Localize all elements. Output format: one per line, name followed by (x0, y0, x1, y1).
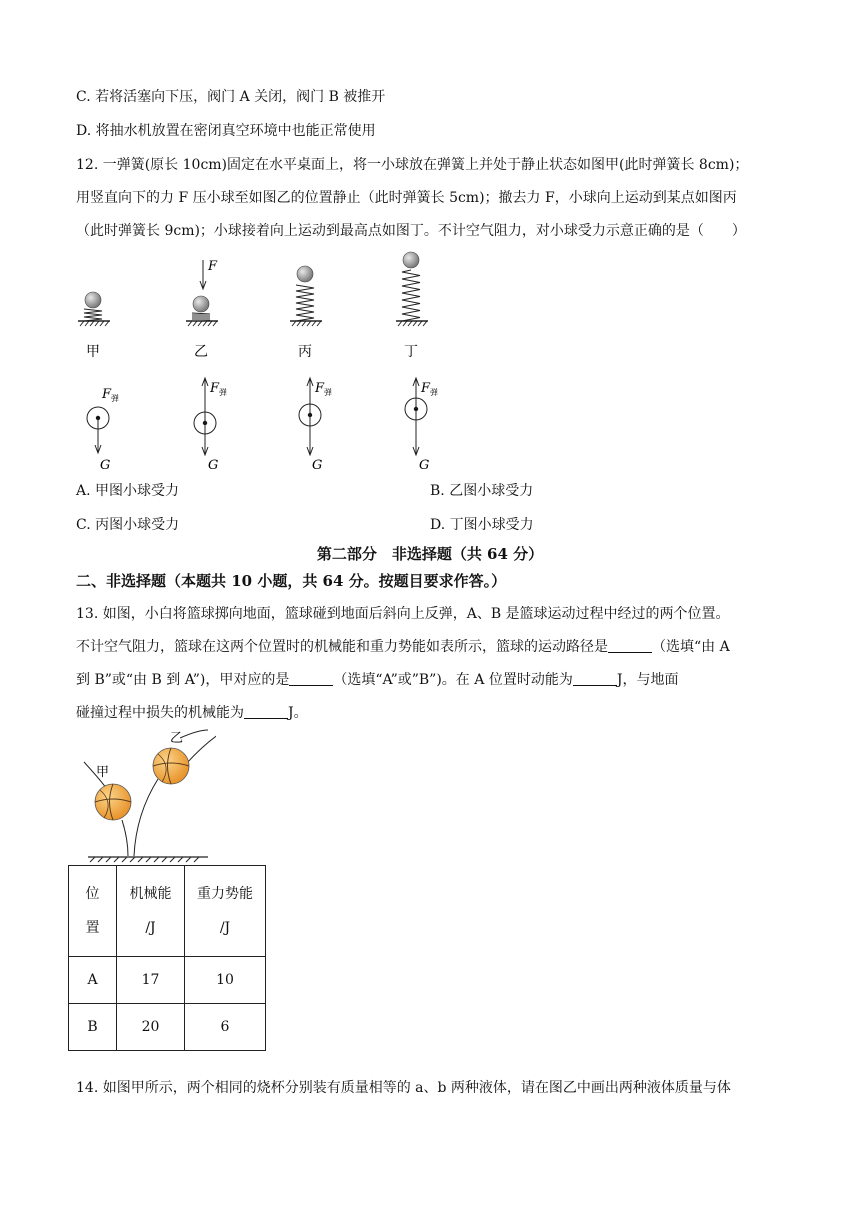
table-header-row (69, 866, 266, 957)
spring-figure-ding (396, 252, 428, 326)
q13-line4: 碰撞过程中损失的机械能为 J。 (76, 705, 308, 721)
q12-option-b: B. 乙图小球受力 (430, 483, 534, 499)
header-mechanical: 机械能 /J (117, 866, 185, 957)
q12-line3: （此时弹簧长 9cm)；小球接着向上运动到最高点如图丁。不计空气阻力，对小球受力示意正确的是（ ） (76, 223, 746, 239)
header-position: 位 置 (69, 866, 117, 957)
ball-label-yi: 乙 (170, 731, 184, 746)
force-diagram-b (194, 378, 227, 473)
option-c-prev: C. 若将活塞向下压，阀门 A 关闭，阀门 B 被推开 (76, 89, 386, 105)
svg-text:G: G (100, 458, 111, 473)
table-row: B 20 6 (69, 1004, 266, 1051)
force-f-label: F (208, 259, 218, 274)
svg-text:F弹: $F_弹$ (421, 381, 439, 397)
q12-option-d: D. 丁图小球受力 (430, 517, 534, 533)
force-diagram-a (87, 387, 119, 473)
force-diagrams (70, 372, 450, 474)
q13-line1: 13. 如图，小白将篮球掷向地面，篮球碰到地面后斜向上反弹，A、B 是篮球运动过程中经过的两个位置。 (76, 606, 730, 622)
q14-line1: 14. 如图甲所示，两个相同的烧杯分别装有质量相等的 a、b 两种液体，请在图乙中画出两种液体质量与体 (76, 1080, 731, 1096)
q13-line3: 到 B”或“由 B 到 A”)，甲对应的是 （选填“A”或”B”)。在 A 位置时动能为 J，与地面 (76, 672, 679, 688)
ball-label-jia: 甲 (96, 765, 110, 780)
header-potential: 重力势能 /J (185, 866, 266, 957)
energy-table (68, 865, 266, 1051)
svg-text:G: G (208, 458, 219, 473)
basketball-figure (76, 724, 216, 864)
option-d-prev: D. 将抽水机放置在密闭真空环境中也能正常使用 (76, 123, 376, 139)
basketball-jia (95, 784, 131, 820)
q12-option-c: C. 丙图小球受力 (76, 517, 180, 533)
fig-label-jia: 甲 (86, 344, 100, 360)
q12-option-a: A. 甲图小球受力 (76, 483, 180, 499)
basketball-yi (153, 748, 189, 784)
q13-line2: 不计空气阻力，篮球在这两个位置时的机械能和重力势能如表所示，篮球的运动路径是 （选填“由 A (76, 639, 730, 655)
q12-line2: 用竖直向下的力 F 压小球至如图乙的位置静止（此时弹簧长 5cm)；撤去力 F，小球向上运动到某点如图丙 (76, 190, 737, 206)
table-row: A 17 10 (69, 957, 266, 1004)
svg-text:F弹: $F_弹$ (210, 381, 228, 397)
fig-label-ding: 丁 (404, 344, 418, 360)
fig-label-bing: 丙 (298, 344, 312, 360)
answer-blank-2[interactable] (289, 671, 333, 686)
q12-line1: 12. 一弹簧(原长 10cm)固定在水平桌面上，将一小球放在弹簧上并处于静止状态如图甲(此时弹簧长 8cm)； (76, 157, 749, 173)
svg-text:F弹: $F_弹$ (102, 387, 120, 403)
spring-figure-jia (78, 292, 110, 326)
svg-text:G: G (312, 458, 323, 473)
spring-figure-bing (290, 266, 322, 326)
spring-figures (70, 248, 450, 363)
fig-label-yi: 乙 (194, 344, 208, 360)
answer-blank-1[interactable] (608, 638, 652, 653)
part-title: 第二部分 非选择题（共 64 分） (316, 545, 544, 563)
section-heading: 二、非选择题（本题共 10 小题，共 64 分。按题目要求作答。） (76, 572, 507, 590)
svg-text:F弹: $F_弹$ (315, 381, 333, 397)
force-diagram-c (299, 378, 332, 473)
answer-blank-3[interactable] (573, 671, 617, 686)
svg-text:G: G (419, 458, 430, 473)
answer-blank-4[interactable] (244, 704, 288, 719)
force-diagram-d (405, 378, 438, 473)
